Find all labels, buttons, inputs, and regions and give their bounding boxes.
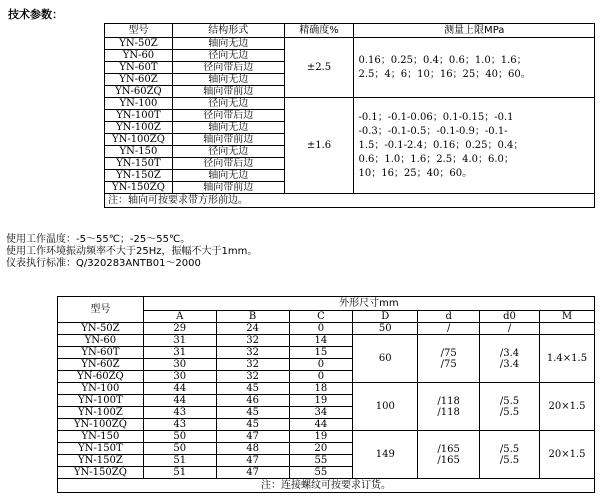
dim-d-cell: 50 xyxy=(353,323,418,335)
column-header: D xyxy=(353,311,418,323)
dim-c-cell: 19 xyxy=(289,431,353,443)
model-cell: YN-60 xyxy=(58,335,144,347)
dim-b-cell: 47 xyxy=(216,455,289,467)
model-cell: YN-150 xyxy=(105,146,173,158)
dim-value: /118 xyxy=(437,406,460,418)
dim-c-cell: 0 xyxy=(289,323,353,335)
dim-small-d-cell: / xyxy=(418,323,480,335)
dim-d-cell: 60 xyxy=(353,335,418,383)
spec-table xyxy=(104,23,595,208)
dim-value: /5.5 xyxy=(499,395,520,407)
range-line: 10；16；25；40；60。 xyxy=(358,167,473,179)
structure-cell: 轴向无边 xyxy=(172,170,284,182)
dim-value: /3.4 xyxy=(499,358,520,370)
dim-a-cell: 30 xyxy=(143,359,216,371)
dim-value: /5.5 xyxy=(499,443,520,455)
dim-a-cell: 51 xyxy=(143,467,216,479)
dim-d0-cell xyxy=(480,383,540,431)
dim-a-cell: 50 xyxy=(143,443,216,455)
header-dimensions: 外形尺寸mm xyxy=(143,297,594,311)
header-accuracy: 精确度% xyxy=(284,24,354,38)
model-cell: YN-150T xyxy=(105,158,173,170)
dim-a-cell: 29 xyxy=(143,323,216,335)
column-header: d xyxy=(418,311,480,323)
header-model: 型号 xyxy=(105,24,173,38)
dim-b-cell: 47 xyxy=(216,431,289,443)
page-title: 技术参数： xyxy=(8,8,63,21)
dim-d0-cell xyxy=(480,335,540,383)
dim-d-cell: 149 xyxy=(353,431,418,479)
dim-small-d-cell xyxy=(418,431,480,479)
dim-m-cell: 20×1.5 xyxy=(539,383,594,431)
model-cell: YN-100 xyxy=(105,98,173,110)
structure-cell: 径向带后边 xyxy=(172,110,284,122)
dim-b-cell: 32 xyxy=(216,347,289,359)
range-cell xyxy=(354,98,595,194)
dim-value: /5.5 xyxy=(499,406,520,418)
structure-cell: 径向无边 xyxy=(172,146,284,158)
dim-c-cell: 55 xyxy=(289,455,353,467)
dim-d0-cell: / xyxy=(480,323,540,335)
dim-c-cell: 55 xyxy=(289,467,353,479)
dim-value: /75 xyxy=(440,358,457,370)
model-cell: YN-100Z xyxy=(105,122,173,134)
dim-c-cell: 0 xyxy=(289,359,353,371)
model-cell: YN-60 xyxy=(105,50,173,62)
dim-b-cell: 32 xyxy=(216,335,289,347)
dim-c-cell: 20 xyxy=(289,443,353,455)
model-cell: YN-60Z xyxy=(58,359,144,371)
header-structure: 结构形式 xyxy=(172,24,284,38)
dim-a-cell: 31 xyxy=(143,335,216,347)
header-range: 测量上限MPa xyxy=(354,24,595,38)
dim-value: /5.5 xyxy=(499,454,520,466)
dim-c-cell: 44 xyxy=(289,419,353,431)
dim-value: /3.4 xyxy=(499,347,520,359)
structure-cell: 径向无边 xyxy=(172,98,284,110)
model-cell: YN-150ZQ xyxy=(105,182,173,194)
dim-m-cell xyxy=(539,323,594,335)
dim-a-cell: 50 xyxy=(143,431,216,443)
model-cell: YN-150 xyxy=(58,431,144,443)
range-line: 0.6；1.0；1.6；2.5；4.0；6.0； xyxy=(358,153,514,165)
model-cell: YN-50Z xyxy=(105,38,173,50)
dim-b-cell: 46 xyxy=(216,395,289,407)
model-cell: YN-60ZQ xyxy=(58,371,144,383)
table-note: 注：轴向可按要求带方形前边。 xyxy=(105,194,595,208)
range-line: 0.16；0.25；0.4；0.6；1.0；1.6； xyxy=(358,54,527,66)
dim-m-cell: 1.4×1.5 xyxy=(539,335,594,383)
dim-a-cell: 30 xyxy=(143,371,216,383)
model-cell: YN-150Z xyxy=(58,455,144,467)
column-header: A xyxy=(143,311,216,323)
dim-c-cell: 15 xyxy=(289,347,353,359)
model-cell: YN-100 xyxy=(58,383,144,395)
structure-cell: 轴向带前边 xyxy=(172,182,284,194)
standard-text: 仪表执行标准：Q/320283ANTB01～2000 xyxy=(6,258,201,269)
dim-b-cell: 47 xyxy=(216,467,289,479)
accuracy-cell: ±2.5 xyxy=(284,38,354,98)
dim-c-cell: 19 xyxy=(289,395,353,407)
structure-cell: 轴向带前边 xyxy=(172,134,284,146)
dim-b-cell: 32 xyxy=(216,371,289,383)
dim-value: /165 xyxy=(437,454,460,466)
vibration-text: 使用工作环境振动频率不大于25Hz，振幅不大于1mm。 xyxy=(6,246,258,257)
structure-cell: 径向带后边 xyxy=(172,158,284,170)
column-header: M xyxy=(539,311,594,323)
column-header: C xyxy=(289,311,353,323)
accuracy-cell: ±1.6 xyxy=(284,98,354,194)
dim-a-cell: 44 xyxy=(143,395,216,407)
model-cell: YN-150T xyxy=(58,443,144,455)
column-header: B xyxy=(216,311,289,323)
operating-info xyxy=(6,234,257,270)
model-cell: YN-60T xyxy=(58,347,144,359)
model-cell: YN-50Z xyxy=(58,323,144,335)
model-cell: YN-100ZQ xyxy=(105,134,173,146)
structure-cell: 轴向无边 xyxy=(172,122,284,134)
dim-d0-cell xyxy=(480,431,540,479)
dim-b-cell: 48 xyxy=(216,443,289,455)
range-line: 2.5；4；6；10；16；25；40；60。 xyxy=(358,68,531,80)
column-header: d0 xyxy=(480,311,540,323)
range-line: -0.3；-0.1-0.5；-0.1-0.9；-0.1- xyxy=(358,125,508,137)
dim-a-cell: 43 xyxy=(143,407,216,419)
structure-cell: 轴向无边 xyxy=(172,74,284,86)
model-cell: YN-100ZQ xyxy=(58,419,144,431)
model-cell: YN-100T xyxy=(58,395,144,407)
dim-value: /75 xyxy=(440,347,457,359)
header-model: 型号 xyxy=(58,297,144,323)
dim-small-d-cell xyxy=(418,335,480,383)
range-line: -0.1；-0.1-0.06；0.1-0.15；-0.1 xyxy=(358,111,514,123)
dim-small-d-cell xyxy=(418,383,480,431)
structure-cell: 径向带后边 xyxy=(172,62,284,74)
dim-b-cell: 45 xyxy=(216,419,289,431)
dim-b-cell: 32 xyxy=(216,359,289,371)
dim-a-cell: 51 xyxy=(143,455,216,467)
dim-c-cell: 34 xyxy=(289,407,353,419)
dim-b-cell: 45 xyxy=(216,407,289,419)
table-note: 注：连接螺纹可按要求订货。 xyxy=(58,479,595,493)
dim-b-cell: 24 xyxy=(216,323,289,335)
model-cell: YN-100T xyxy=(105,110,173,122)
dim-d-cell: 100 xyxy=(353,383,418,431)
dim-a-cell: 43 xyxy=(143,419,216,431)
dim-value: /165 xyxy=(437,443,460,455)
range-line: 1.5；-0.1-2.4；0.16；0.25；0.4； xyxy=(358,139,524,151)
model-cell: YN-100Z xyxy=(58,407,144,419)
range-cell xyxy=(354,38,595,98)
dim-a-cell: 44 xyxy=(143,383,216,395)
structure-cell: 轴向带前边 xyxy=(172,86,284,98)
model-cell: YN-150ZQ xyxy=(58,467,144,479)
dim-b-cell: 45 xyxy=(216,383,289,395)
structure-cell: 轴向无边 xyxy=(172,38,284,50)
model-cell: YN-60T xyxy=(105,62,173,74)
structure-cell: 径向无边 xyxy=(172,50,284,62)
dim-value: /118 xyxy=(437,395,460,407)
dim-c-cell: 14 xyxy=(289,335,353,347)
temperature-text: 使用工作温度：-5～55℃；-25～55℃。 xyxy=(6,234,191,245)
dim-c-cell: 18 xyxy=(289,383,353,395)
model-cell: YN-60Z xyxy=(105,74,173,86)
dim-a-cell: 31 xyxy=(143,347,216,359)
dimension-table xyxy=(57,296,595,493)
model-cell: YN-60ZQ xyxy=(105,86,173,98)
model-cell: YN-150Z xyxy=(105,170,173,182)
dim-m-cell: 20×1.5 xyxy=(539,431,594,479)
dim-c-cell: 0 xyxy=(289,371,353,383)
